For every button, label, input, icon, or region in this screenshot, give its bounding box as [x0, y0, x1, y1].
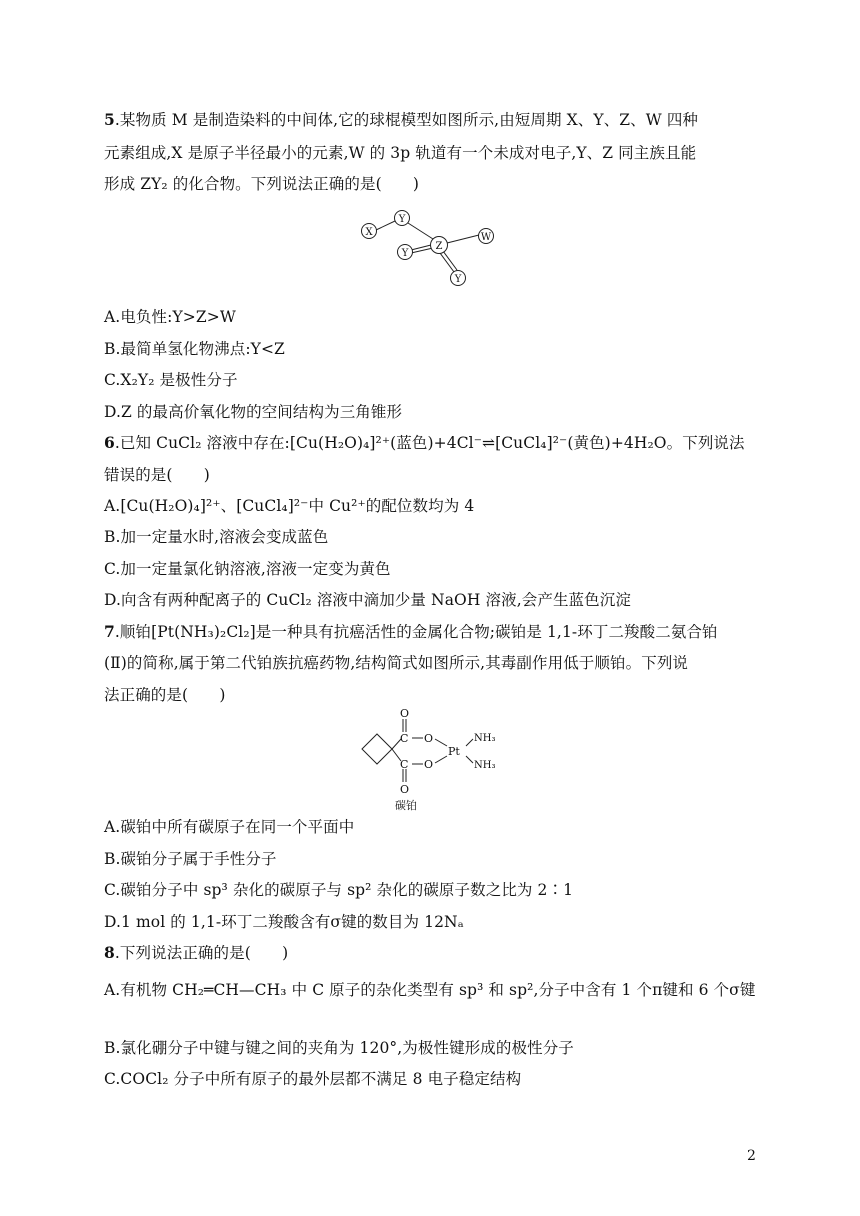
- q5-option-c: C.X₂Y₂ 是极性分子: [104, 371, 238, 389]
- q5-ball-stick-model: [355, 205, 505, 295]
- oxygen-label: O: [424, 732, 434, 745]
- atom-z-label: Z: [435, 241, 443, 252]
- q5-option-b: B.最简单氢化物沸点:Y<Z: [104, 340, 285, 358]
- q6-line-2: 错误的是( ): [104, 466, 210, 484]
- atom-x-label: X: [365, 227, 373, 238]
- oxygen-label: O: [400, 783, 410, 796]
- page-number: 2: [747, 1148, 756, 1164]
- q5-number: 5: [104, 110, 115, 129]
- q7-line-1: 7.顺铂[Pt(NH₃)₂Cl₂]是一种具有抗癌活性的金属化合物;碳铂是 1,1-环丁二羧酸二氨合铂: [104, 622, 718, 641]
- figure-caption: 碳铂: [395, 799, 417, 812]
- q6-number: 6: [104, 433, 115, 452]
- q8-line-1: 8.下列说法正确的是( ): [104, 943, 289, 962]
- ammonia-label: NH₃: [474, 733, 496, 744]
- platinum-label: Pt: [448, 745, 460, 758]
- atom-y-label: Y: [401, 248, 409, 259]
- carbon-label: C: [400, 758, 409, 771]
- q7-option-c: C.碳铂分子中 sp³ 杂化的碳原子与 sp² 杂化的碳原子数之比为 2∶1: [104, 881, 574, 899]
- carboplatin-structure: [355, 706, 515, 814]
- q6-option-d: D.向含有两种配离子的 CuCl₂ 溶液中滴加少量 NaOH 溶液,会产生蓝色沉淀: [104, 591, 631, 609]
- carbon-label: C: [400, 732, 409, 745]
- q6-line-1: 6.已知 CuCl₂ 溶液中存在:[Cu(H₂O)₄]²⁺(蓝色)+4Cl⁻⇌[CuCl₄]²⁻(黄色)+4H₂O。下列说法: [104, 433, 745, 452]
- q7-option-b: B.碳铂分子属于手性分子: [104, 850, 277, 868]
- q5-option-d: D.Z 的最高价氧化物的空间结构为三角锥形: [104, 403, 403, 421]
- q7-line-3: 法正确的是( ): [104, 686, 226, 704]
- q5-line-2: 元素组成,X 是原子半径最小的元素,W 的 3p 轨道有一个未成对电子,Y、Z 同主族且能: [104, 144, 697, 162]
- atom-y-label: Y: [454, 274, 462, 285]
- atom-w-label: W: [480, 232, 492, 243]
- oxygen-label: O: [424, 758, 434, 771]
- q7-line-2: (Ⅱ)的简称,属于第二代铂族抗癌药物,结构简式如图所示,其毒副作用低于顺铂。下列说: [104, 654, 689, 672]
- oxygen-label: O: [400, 707, 410, 720]
- ammonia-label: NH₃: [474, 760, 496, 771]
- q6-option-c: C.加一定量氯化钠溶液,溶液一定变为黄色: [104, 560, 391, 578]
- q7-option-d: D.1 mol 的 1,1-环丁二羧酸含有σ键的数目为 12Nₐ: [104, 913, 464, 931]
- q5-line-1: 5.某物质 M 是制造染料的中间体,它的球棍模型如图所示,由短周期 X、Y、Z、W 四种: [104, 110, 699, 129]
- q7-number: 7: [104, 622, 115, 641]
- q6-option-a: A.[Cu(H₂O)₄]²⁺、[CuCl₄]²⁻中 Cu²⁺的配位数均为 4: [104, 497, 475, 515]
- q8-number: 8: [104, 943, 115, 962]
- q8-option-a: A.有机物 CH₂═CH—CH₃ 中 C 原子的杂化类型有 sp³ 和 sp²,分子中含有 1 个π键和 6 个σ键: [104, 981, 756, 999]
- q6-option-b: B.加一定量水时,溶液会变成蓝色: [104, 528, 329, 546]
- q8-option-c: C.COCl₂ 分子中所有原子的最外层都不满足 8 电子稳定结构: [104, 1070, 522, 1088]
- q5-line-3: 形成 ZY₂ 的化合物。下列说法正确的是( ): [104, 175, 420, 193]
- q5-option-a: A.电负性:Y>Z>W: [104, 308, 236, 326]
- atom-y-label: Y: [398, 214, 406, 225]
- q8-option-b: B.氯化硼分子中键与键之间的夹角为 120°,为极性键形成的极性分子: [104, 1039, 574, 1057]
- q7-option-a: A.碳铂中所有碳原子在同一个平面中: [104, 818, 355, 836]
